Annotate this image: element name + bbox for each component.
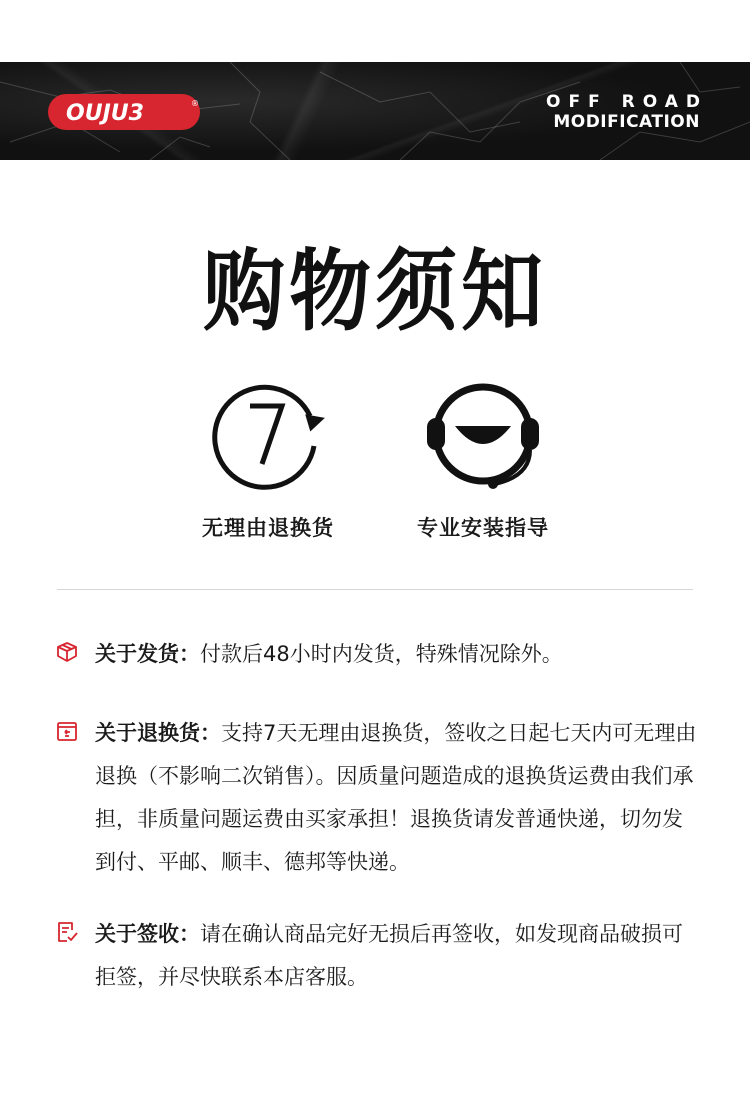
feature-return-label: 无理由退换货 <box>202 516 334 540</box>
tagline-line2: MODIFICATION <box>553 112 700 132</box>
notice-shipping <box>55 633 700 676</box>
customer-service-headset-icon <box>415 376 551 492</box>
feature-return <box>168 376 368 542</box>
page-title: 购物须知 <box>202 241 547 344</box>
brand-logo-text: OUJU3 <box>66 101 144 126</box>
notice-returns-heading: 关于退换货： <box>95 721 221 745</box>
feature-installation-label: 专业安装指导 <box>417 516 549 540</box>
sign-receipt-icon <box>55 920 79 944</box>
notice-shipping-heading: 关于发货： <box>95 642 200 666</box>
feature-installation <box>383 376 583 542</box>
package-box-icon <box>55 640 79 664</box>
notice-receipt-heading: 关于签收： <box>95 922 200 946</box>
return-box-icon <box>55 719 79 743</box>
brand-logo <box>48 94 200 130</box>
notice-shipping-body: 付款后48小时内发货，特殊情况除外。 <box>200 642 563 666</box>
notice-returns-body: 支持7天无理由退换货，签收之日起七天内可无理由退换（不影响二次销售）。因质量问题造成的退换货运费由我们承担，非质量问题运费由买家承担！退换货请发普通快递，切勿发到付、平邮、顺丰、德邦等快递。 <box>95 721 697 874</box>
divider <box>57 589 693 590</box>
header-banner <box>0 62 750 160</box>
notice-receipt-body: 请在确认商品完好无损后再签收，如发现商品破损可拒签，并尽快联系本店客服。 <box>95 922 683 989</box>
notice-receipt <box>55 913 700 999</box>
svg-text:®: ® <box>191 99 199 108</box>
tagline-line1: OFF ROAD <box>546 92 708 112</box>
seven-day-return-icon <box>210 376 326 492</box>
notice-returns <box>55 712 700 884</box>
tagline <box>546 92 708 132</box>
